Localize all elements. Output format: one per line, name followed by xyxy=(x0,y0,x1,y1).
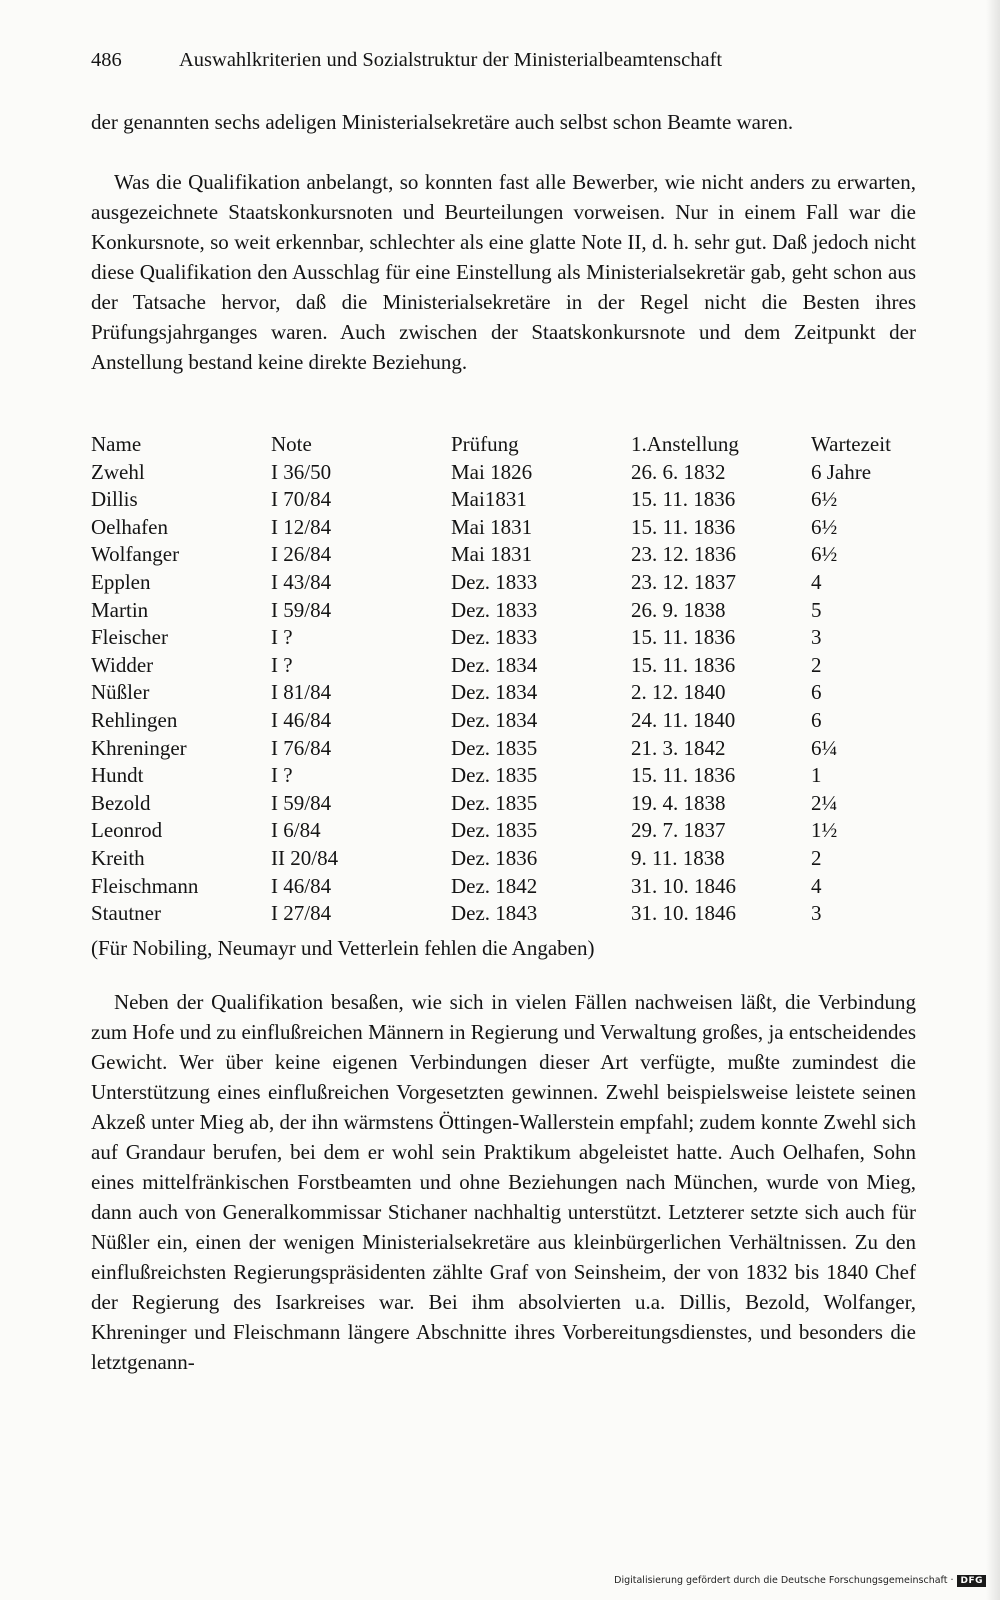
cell-exam: Mai1831 xyxy=(451,487,527,512)
cell-note: I 46/84 xyxy=(271,707,332,732)
cell-appointment: 19. 4. 1838 xyxy=(631,790,726,815)
paragraph-3-text: Neben der Qualifikation besaßen, wie sich in vielen Fällen nachweisen läßt, die Verbindung zum Hofe und zu einflußreichen Männern in Regierung und Verwaltung großes, ja entscheidendes Gewicht. Wer über keine eigenen Verbindungen dieser Art verfügte, mußte zumindest die Unterstützung eines einflußreichen Vorgesetzten gewinnen. Zwehl beispielsweise leistete seinen Akzeß unter Mieg ab, der ihn wärmstens Öttingen-Wallerstein empfahl; zudem konnte Zwehl sich auf Grandaur berufen, bei dem er wohl sein Praktikum abgeleistet hatte. Auch Oelhafen, Sohn eines mittelfränkischen Forstbeamten und ohne Beziehungen nach München, wurde von Mieg, dann auch von Generalkommissar Stichaner nachhaltig unterstützt. Letzterer setzte sich auch für Nüßler ein, einen der wenigen Ministerialsekretäre aus kleinbürgerlichen Verhältnissen. Zu den einflußreichsten Regierungspräsidenten zählte Graf von Seinsheim, der von 1832 bis 1840 Chef der Regierung des Isarkreises war. Bei ihm absolvierten u.a. Dillis, Bezold, Wolfanger, Khreninger und Fleischmann längere Abschnitte ihres Vorbereitungsdienstes, und besonders die letztgenann- xyxy=(91,990,916,1374)
cell-waiting-time: 2 xyxy=(811,652,822,677)
cell-appointment: 29. 7. 1837 xyxy=(631,818,726,843)
cell-note: I 59/84 xyxy=(271,597,332,622)
header-waiting-time: Wartezeit xyxy=(811,432,891,456)
cell-appointment: 23. 12. 1836 xyxy=(631,542,736,567)
cell-appointment: 15. 11. 1836 xyxy=(631,652,736,677)
cell-waiting-time: 3 xyxy=(811,901,822,926)
cell-note: I ? xyxy=(271,625,293,650)
cell-waiting-time: 2¼ xyxy=(811,790,838,815)
cell-exam: Dez. 1835 xyxy=(451,818,538,843)
header-appointment: 1.Anstellung xyxy=(631,432,739,456)
cell-note: I 27/84 xyxy=(271,901,332,926)
cell-appointment: 31. 10. 1846 xyxy=(631,901,736,926)
cell-name: Fleischmann xyxy=(91,873,199,898)
cell-appointment: 23. 12. 1837 xyxy=(631,569,736,594)
cell-exam: Dez. 1836 xyxy=(451,845,538,870)
cell-name: Bezold xyxy=(91,790,151,815)
table-row xyxy=(91,790,921,818)
running-title: Auswahlkriterien und Sozialstruktur der Ministerialbeamtenschaft xyxy=(179,49,723,71)
page-number: 486 xyxy=(91,49,122,71)
cell-note: I 70/84 xyxy=(271,487,332,512)
table-row xyxy=(91,624,921,652)
running-head xyxy=(91,46,911,74)
cell-appointment: 2. 12. 1840 xyxy=(631,680,726,705)
cell-exam: Mai 1826 xyxy=(451,459,533,484)
page-edge-shadow xyxy=(986,0,1000,1600)
cell-exam: Dez. 1835 xyxy=(451,763,538,788)
credit-text: Digitalisierung gefördert durch die Deutsche Forschungsgemeinschaft · xyxy=(614,1575,954,1586)
cell-waiting-time: 3 xyxy=(811,625,822,650)
cell-waiting-time: 6 xyxy=(811,707,822,732)
cell-waiting-time: 1½ xyxy=(811,818,838,843)
cell-appointment: 15. 11. 1836 xyxy=(631,763,736,788)
cell-name: Widder xyxy=(91,652,154,677)
cell-note: I ? xyxy=(271,652,293,677)
cell-appointment: 21. 3. 1842 xyxy=(631,735,726,760)
table-row xyxy=(91,762,921,790)
cell-waiting-time: 4 xyxy=(811,569,822,594)
cell-exam: Dez. 1834 xyxy=(451,707,538,732)
paragraph-continuation xyxy=(91,107,916,137)
cell-exam: Dez. 1842 xyxy=(451,873,538,898)
cell-exam: Dez. 1834 xyxy=(451,680,538,705)
table-row xyxy=(91,514,921,542)
cell-exam: Dez. 1835 xyxy=(451,735,538,760)
table-row xyxy=(91,569,921,597)
cell-name: Epplen xyxy=(91,569,151,594)
cell-name: Oelhafen xyxy=(91,514,168,539)
paragraph-qualification xyxy=(91,167,916,377)
cell-appointment: 9. 11. 1838 xyxy=(631,845,725,870)
cell-exam: Dez. 1834 xyxy=(451,652,538,677)
cell-name: Stautner xyxy=(91,901,161,926)
table-row xyxy=(91,459,921,487)
cell-name: Rehlingen xyxy=(91,707,178,732)
cell-name: Zwehl xyxy=(91,459,145,484)
header-exam: Prüfung xyxy=(451,432,519,456)
cell-name: Fleischer xyxy=(91,625,168,650)
table-footnote: (Für Nobiling, Neumayr und Vetterlein fehlen die Angaben) xyxy=(91,936,595,960)
cell-note: I 6/84 xyxy=(271,818,321,843)
table-body xyxy=(91,459,921,928)
cell-note: I 26/84 xyxy=(271,542,332,567)
header-name: Name xyxy=(91,432,142,456)
paragraph-connections xyxy=(91,987,916,1377)
header-note: Note xyxy=(271,432,312,456)
cell-name: Martin xyxy=(91,597,149,622)
table-row xyxy=(91,679,921,707)
cell-waiting-time: 6¼ xyxy=(811,735,838,760)
cell-note: I 59/84 xyxy=(271,790,332,815)
cell-exam: Dez. 1835 xyxy=(451,790,538,815)
table-row xyxy=(91,735,921,763)
cell-waiting-time: 2 xyxy=(811,845,822,870)
cell-exam: Mai 1831 xyxy=(451,514,533,539)
cell-appointment: 31. 10. 1846 xyxy=(631,873,736,898)
cell-appointment: 15. 11. 1836 xyxy=(631,487,736,512)
cell-name: Leonrod xyxy=(91,818,163,843)
cell-note: I 12/84 xyxy=(271,514,332,539)
table-row xyxy=(91,486,921,514)
cell-waiting-time: 6½ xyxy=(811,487,838,512)
cell-note: I 43/84 xyxy=(271,569,332,594)
dfg-logo: DFG xyxy=(957,1575,986,1587)
qualification-table xyxy=(91,431,921,928)
cell-waiting-time: 6 Jahre xyxy=(811,459,872,484)
cell-waiting-time: 6½ xyxy=(811,542,838,567)
cell-name: Dillis xyxy=(91,487,138,512)
cell-exam: Mai 1831 xyxy=(451,542,533,567)
cell-appointment: 26. 6. 1832 xyxy=(631,459,726,484)
table-row xyxy=(91,597,921,625)
cell-waiting-time: 1 xyxy=(811,763,822,788)
table-row xyxy=(91,845,921,873)
paragraph-2-text: Was die Qualifikation anbelangt, so konnten fast alle Bewerber, wie nicht anders zu erwarten, ausgezeichnete Staatskonkursnoten und Beurteilungen vorweisen. Nur in einem Fall war die Konkursnote, so weit erkennbar, schlechter als eine glatte Note II, d. h. sehr gut. Daß jedoch nicht diese Qualifikation den Ausschlag für eine Einstellung als Ministerialsekretär gab, geht schon aus der Tatsache hervor, daß die Ministerialsekretäre in der Regel nicht die Besten ihres Prüfungsjahrganges waren. Auch zwischen der Staatskonkursnote und dem Zeitpunkt der Anstellung bestand keine direkte Beziehung. xyxy=(91,170,916,374)
cell-note: I ? xyxy=(271,763,293,788)
cell-name: Khreninger xyxy=(91,735,187,760)
cell-waiting-time: 4 xyxy=(811,873,822,898)
cell-waiting-time: 6 xyxy=(811,680,822,705)
table-row xyxy=(91,652,921,680)
cell-waiting-time: 6½ xyxy=(811,514,838,539)
table-row xyxy=(91,900,921,928)
paragraph-1-text: der genannten sechs adeligen Ministerialsekretäre auch selbst schon Beamte waren. xyxy=(91,110,794,134)
cell-appointment: 15. 11. 1836 xyxy=(631,514,736,539)
cell-note: I 36/50 xyxy=(271,459,332,484)
cell-appointment: 26. 9. 1838 xyxy=(631,597,726,622)
cell-name: Nüßler xyxy=(91,680,150,705)
table-row xyxy=(91,541,921,569)
cell-exam: Dez. 1833 xyxy=(451,625,538,650)
cell-note: I 76/84 xyxy=(271,735,332,760)
cell-note: II 20/84 xyxy=(271,845,339,870)
table-row xyxy=(91,873,921,901)
cell-name: Kreith xyxy=(91,845,145,870)
cell-name: Wolfanger xyxy=(91,542,180,567)
cell-appointment: 15. 11. 1836 xyxy=(631,625,736,650)
cell-appointment: 24. 11. 1840 xyxy=(631,707,736,732)
table-row xyxy=(91,707,921,735)
cell-waiting-time: 5 xyxy=(811,597,822,622)
digitization-credit xyxy=(614,1574,986,1588)
cell-exam: Dez. 1833 xyxy=(451,597,538,622)
cell-note: I 46/84 xyxy=(271,873,332,898)
cell-name: Hundt xyxy=(91,763,144,788)
cell-exam: Dez. 1833 xyxy=(451,569,538,594)
cell-exam: Dez. 1843 xyxy=(451,901,538,926)
table-header-row xyxy=(91,431,921,459)
cell-note: I 81/84 xyxy=(271,680,332,705)
table-row xyxy=(91,817,921,845)
